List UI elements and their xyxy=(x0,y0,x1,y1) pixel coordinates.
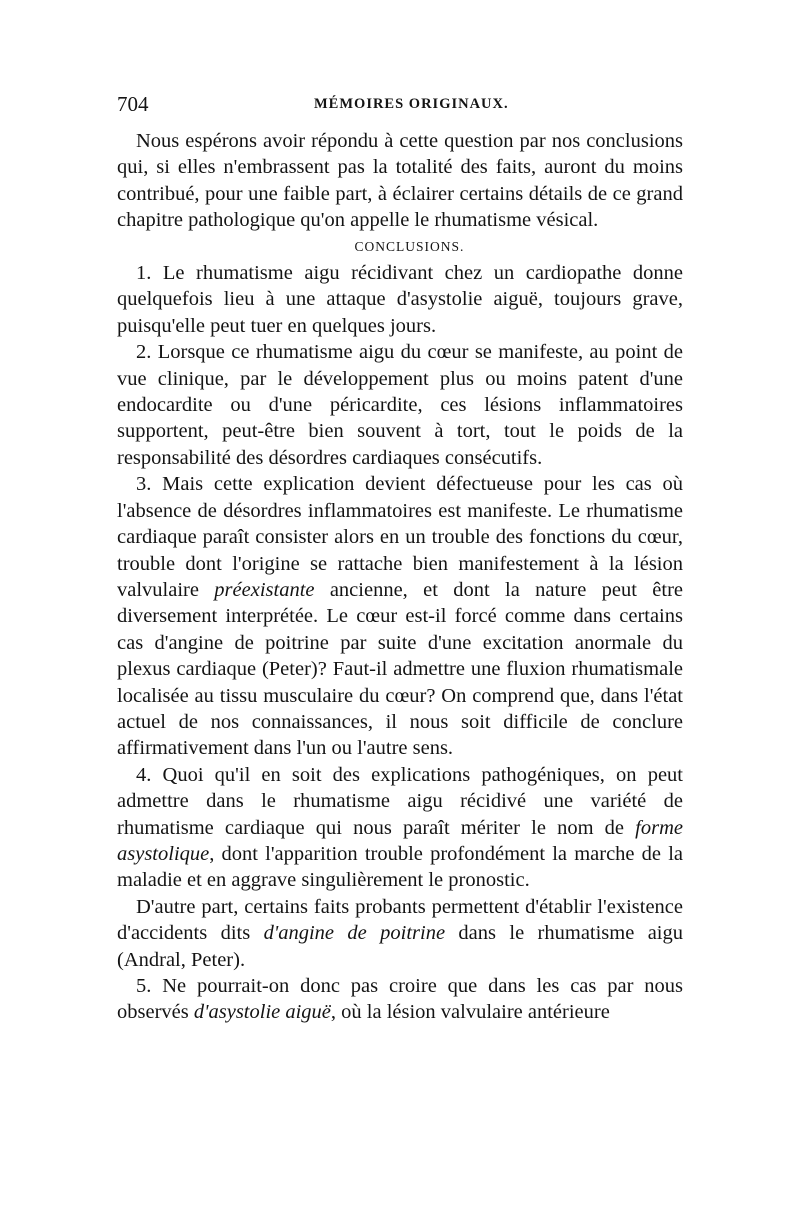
conclusion-4b-text-a: D'autre part, certains faits probants permettent d'établir l'existence d'accidents dits xyxy=(117,895,683,945)
conclusion-3-text-b: ancienne, et dont la nature peut être diversement interprétée. Le cœur est-il forcé comme dans certains cas d'angine de poitrine par suite d'une excitation anormale du plexus cardiaque (Peter)? Faut-il admettre une fluxion rhumatismale localisée au tissu musculaire du cœur? On comprend que, dans l'état actuel de nos connaissances, il nous soit difficile de conclure affirmativement dans l'un ou l'autre sens. xyxy=(117,578,683,760)
page-number: 704 xyxy=(117,92,149,116)
conclusion-4-continued xyxy=(117,894,683,973)
body-text xyxy=(117,128,683,1026)
conclusion-4b-italic: d'angine de poitrine xyxy=(263,922,446,945)
conclusion-4b-text-b: dans le rhumatisme aigu (Andral, Peter). xyxy=(117,922,684,971)
conclusion-4-text-a: 4. Quoi qu'il en soit des explications pathogéniques, on peut admettre dans le rhumatisme aigu récidivé une variété de rhumatisme cardiaque qui nous paraît mériter le nom de xyxy=(117,763,683,839)
intro-paragraph: Nous espérons avoir répondu à cette question par nos conclusions qui, si elles n'embrassent pas la totalité des faits, auront du moins contribué, pour une faible part, à éclairer certains détails de ce grand chapitre pathologique qu'on appelle le rhumatisme vésical. xyxy=(117,130,683,232)
conclusion-5-text-b: , où la lésion valvulaire antérieure xyxy=(330,1001,610,1024)
conclusion-4-italic: forme asystolique xyxy=(117,816,683,865)
conclusion-5 xyxy=(117,973,683,1026)
document-page xyxy=(117,88,683,1026)
running-title: MÉMOIRES ORIGINAUX. xyxy=(314,96,509,112)
section-heading: CONCLUSIONS. xyxy=(354,238,465,254)
conclusion-5-text-a: 5. Ne pourrait-on donc pas croire que dans les cas par nous observés xyxy=(117,975,683,1024)
conclusion-3 xyxy=(117,471,683,761)
conclusion-3-text-a: 3. Mais cette explication devient défectueuse pour les cas où l'absence de désordres inflammatoires est manifeste. Le rhumatisme cardiaque paraît consister alors en un trouble des fonctions du cœur, trouble dont l'origine se rattache bien manifestement à la lésion valvulaire xyxy=(117,473,683,601)
running-header xyxy=(117,88,683,128)
conclusion-4 xyxy=(117,762,683,894)
conclusion-5-italic: d'asystolie aiguë xyxy=(193,1001,331,1024)
conclusion-3-italic: préexistante xyxy=(214,578,315,601)
conclusion-2: 2. Lorsque ce rhumatisme aigu du cœur se manifeste, au point de vue clinique, par le développement plus ou moins patent d'une endocardite ou d'une péricardite, ces lésions inflammatoires supportent, peut-être bien souvent à tort, tout le poids de la responsabilité des désordres cardiaques consécutifs. xyxy=(117,341,683,469)
conclusion-1: 1. Le rhumatisme aigu récidivant chez un cardiopathe donne quelquefois lieu à une attaque d'asystolie aiguë, toujours grave, puisqu'elle peut tuer en quelques jours. xyxy=(117,262,683,337)
conclusion-4-text-b: , dont l'apparition trouble profondément la marche de la maladie et en aggrave singulièrement le pronostic. xyxy=(117,842,683,892)
